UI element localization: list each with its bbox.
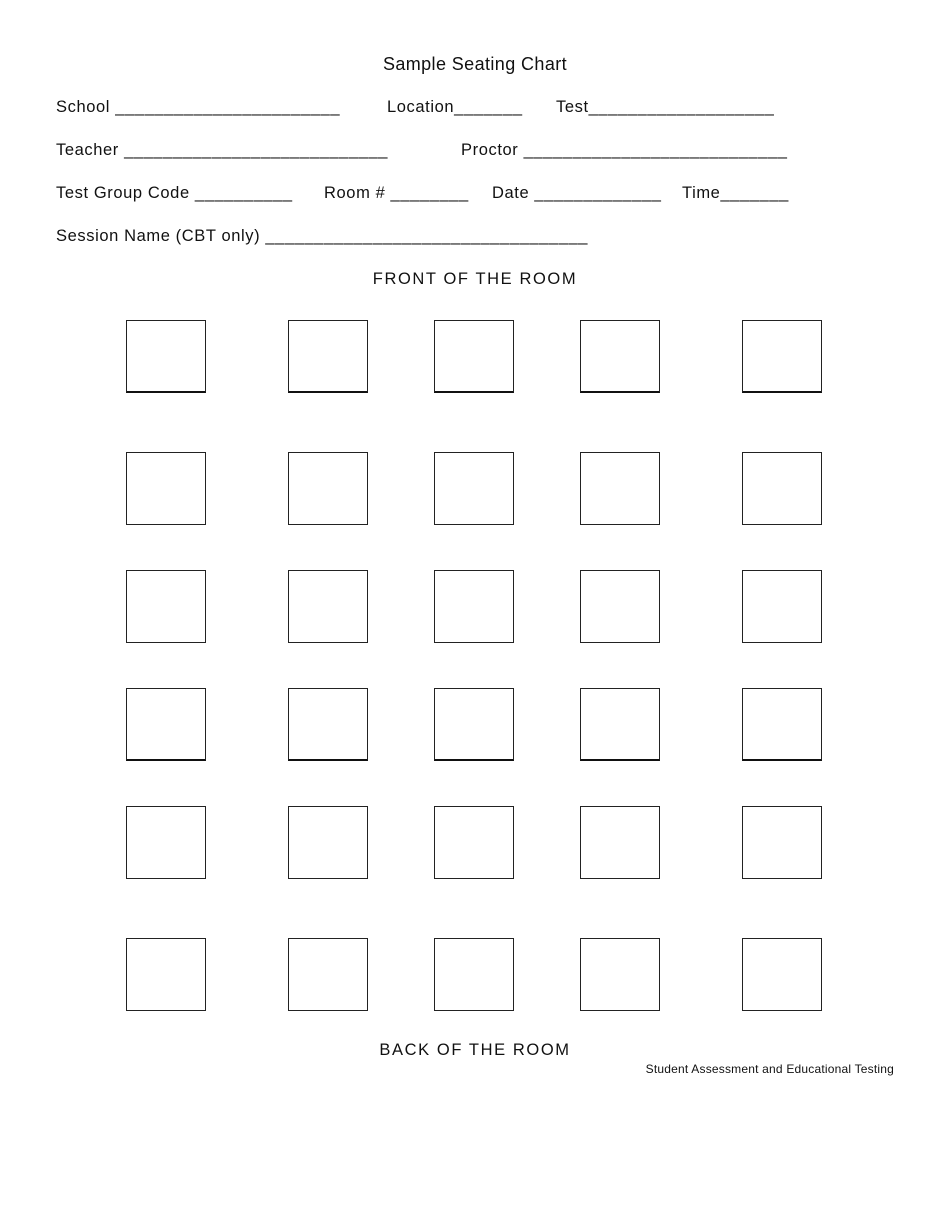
proctor-field[interactable]: Proctor ___________________________ — [461, 141, 788, 159]
location-field[interactable]: Location_______ — [387, 98, 523, 116]
test-group-code-field[interactable]: Test Group Code __________ — [56, 184, 293, 202]
seat-box[interactable] — [434, 806, 514, 879]
time-field[interactable]: Time_______ — [682, 184, 789, 202]
seat-box[interactable] — [742, 570, 822, 643]
seat-box[interactable] — [434, 320, 514, 393]
seat-box[interactable] — [434, 570, 514, 643]
seat-box[interactable] — [434, 938, 514, 1011]
seat-box[interactable] — [288, 452, 368, 525]
seat-box[interactable] — [126, 806, 206, 879]
seat-box[interactable] — [742, 688, 822, 761]
page-title: Sample Seating Chart — [382, 54, 568, 74]
seat-box[interactable] — [288, 938, 368, 1011]
seat-box[interactable] — [742, 806, 822, 879]
seat-box[interactable] — [126, 688, 206, 761]
school-field[interactable]: School _______________________ — [56, 98, 341, 116]
date-field[interactable]: Date _____________ — [492, 184, 662, 202]
back-of-room-label: BACK OF THE ROOM — [379, 1041, 571, 1059]
seat-box[interactable] — [580, 320, 660, 393]
seat-box[interactable] — [126, 570, 206, 643]
seat-box[interactable] — [288, 320, 368, 393]
seat-box[interactable] — [434, 688, 514, 761]
room-number-field[interactable]: Room # ________ — [324, 184, 469, 202]
seat-box[interactable] — [126, 452, 206, 525]
footer-department: Student Assessment and Educational Testing — [645, 1062, 894, 1076]
seat-box[interactable] — [288, 570, 368, 643]
front-of-room-label: FRONT OF THE ROOM — [372, 270, 578, 288]
seat-box[interactable] — [580, 938, 660, 1011]
seat-box[interactable] — [742, 938, 822, 1011]
seat-box[interactable] — [742, 320, 822, 393]
test-field[interactable]: Test___________________ — [556, 98, 775, 116]
seat-box[interactable] — [742, 452, 822, 525]
seat-box[interactable] — [580, 570, 660, 643]
seat-box[interactable] — [434, 452, 514, 525]
seat-box[interactable] — [126, 938, 206, 1011]
seat-box[interactable] — [126, 320, 206, 393]
seat-box[interactable] — [580, 806, 660, 879]
seat-box[interactable] — [580, 688, 660, 761]
session-name-field[interactable]: Session Name (CBT only) _________________________________ — [56, 227, 589, 245]
teacher-field[interactable]: Teacher ___________________________ — [56, 141, 389, 159]
seat-box[interactable] — [288, 688, 368, 761]
seat-box[interactable] — [288, 806, 368, 879]
seat-box[interactable] — [580, 452, 660, 525]
